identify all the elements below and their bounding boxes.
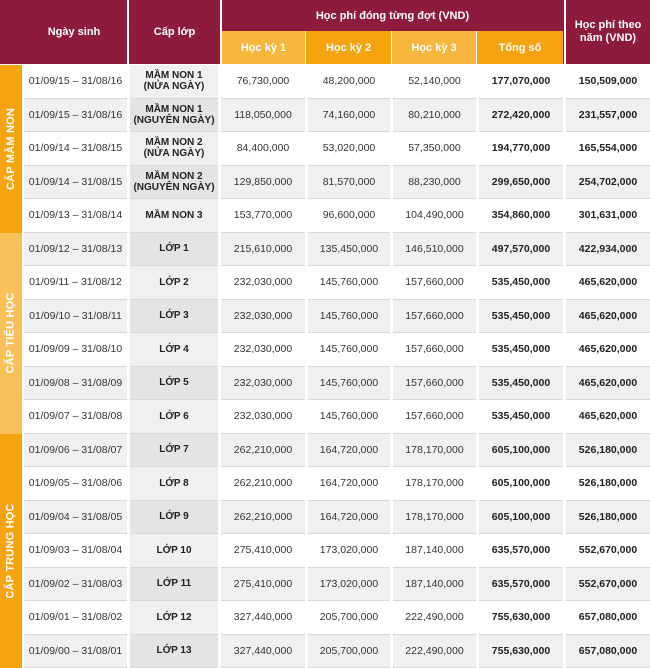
table-row: [24, 434, 650, 468]
header-sem1: Học kỳ 1: [222, 31, 306, 64]
level-label: [0, 233, 22, 434]
sem2-fee-cell: 173,020,000: [308, 568, 390, 602]
sem2-fee-cell: 74,160,000: [308, 99, 390, 133]
header-grade: Cấp lớp: [129, 0, 220, 64]
total-fee-cell: 605,100,000: [479, 467, 563, 501]
table-row: [24, 65, 650, 99]
total-fee-cell: 605,100,000: [479, 501, 563, 535]
yearly-fee-cell: 465,620,000: [566, 333, 650, 367]
grade-cell: LỚP 5: [130, 367, 218, 401]
level-label: [0, 65, 22, 233]
sem1-fee-cell: 275,410,000: [221, 568, 305, 602]
yearly-fee-cell: 526,180,000: [566, 501, 650, 535]
birth-date-cell: 01/09/07 – 31/08/08: [24, 400, 127, 434]
birth-date-cell: 01/09/15 – 31/08/16: [24, 99, 127, 133]
sem1-fee-cell: 232,030,000: [221, 266, 305, 300]
grade-cell: LỚP 7: [130, 434, 218, 468]
sem3-fee-cell: 157,660,000: [393, 266, 476, 300]
sem1-fee-cell: 262,210,000: [221, 467, 305, 501]
sem3-fee-cell: 187,140,000: [393, 534, 476, 568]
sem2-fee-cell: 145,760,000: [308, 300, 390, 334]
grade-cell: MẦM NON 1 (NGUYÊN NGÀY): [130, 99, 218, 133]
sem2-fee-cell: 145,760,000: [308, 333, 390, 367]
sem1-fee-cell: 232,030,000: [221, 300, 305, 334]
sem3-fee-cell: 178,170,000: [393, 467, 476, 501]
birth-date-cell: 01/09/01 – 31/08/02: [24, 601, 127, 635]
sem3-fee-cell: 157,660,000: [393, 400, 476, 434]
grade-cell: LỚP 8: [130, 467, 218, 501]
sem1-fee-cell: 232,030,000: [221, 367, 305, 401]
header-sem2: Học kỳ 2: [306, 31, 392, 64]
table-row: [24, 199, 650, 233]
sem2-fee-cell: 53,020,000: [308, 132, 390, 166]
birth-date-cell: 01/09/04 – 31/08/05: [24, 501, 127, 535]
total-fee-cell: 194,770,000: [479, 132, 563, 166]
birth-date-cell: 01/09/10 – 31/08/11: [24, 300, 127, 334]
birth-date-cell: 01/09/00 – 31/08/01: [24, 635, 127, 668]
sem2-fee-cell: 81,570,000: [308, 166, 390, 200]
table-row: [24, 166, 650, 200]
birth-date-cell: 01/09/11 – 31/08/12: [24, 266, 127, 300]
grade-cell: MẦM NON 1 (NỬA NGÀY): [130, 65, 218, 99]
sem2-fee-cell: 205,700,000: [308, 635, 390, 668]
sem1-fee-cell: 232,030,000: [221, 400, 305, 434]
grade-cell: LỚP 1: [130, 233, 218, 267]
sem3-fee-cell: 157,660,000: [393, 300, 476, 334]
total-fee-cell: 535,450,000: [479, 300, 563, 334]
sem2-fee-cell: 173,020,000: [308, 534, 390, 568]
birth-date-cell: 01/09/06 – 31/08/07: [24, 434, 127, 468]
table-row: [24, 601, 650, 635]
sem2-fee-cell: 135,450,000: [308, 233, 390, 267]
birth-date-cell: 01/09/03 – 31/08/04: [24, 534, 127, 568]
grade-cell: LỚP 4: [130, 333, 218, 367]
level-label-text: CẤP MẦM NON: [5, 108, 17, 190]
grade-cell: LỚP 9: [130, 501, 218, 535]
birth-date-cell: 01/09/09 – 31/08/10: [24, 333, 127, 367]
sem3-fee-cell: 178,170,000: [393, 501, 476, 535]
sem2-fee-cell: 205,700,000: [308, 601, 390, 635]
header-birth: Ngày sinh: [22, 0, 126, 64]
total-fee-cell: 605,100,000: [479, 434, 563, 468]
grade-cell: LỚP 10: [130, 534, 218, 568]
yearly-fee-cell: 422,934,000: [566, 233, 650, 267]
sem3-fee-cell: 157,660,000: [393, 333, 476, 367]
total-fee-cell: 177,070,000: [479, 65, 563, 99]
total-fee-cell: 354,860,000: [479, 199, 563, 233]
birth-date-cell: 01/09/02 – 31/08/03: [24, 568, 127, 602]
sem1-fee-cell: 275,410,000: [221, 534, 305, 568]
sem2-fee-cell: 164,720,000: [308, 501, 390, 535]
sem1-fee-cell: 118,050,000: [221, 99, 305, 133]
sem3-fee-cell: 178,170,000: [393, 434, 476, 468]
sem3-fee-cell: 52,140,000: [393, 65, 476, 99]
birth-date-cell: 01/09/08 – 31/08/09: [24, 367, 127, 401]
table-row: [24, 367, 650, 401]
sem1-fee-cell: 129,850,000: [221, 166, 305, 200]
sem3-fee-cell: 80,210,000: [393, 99, 476, 133]
table-row: [24, 467, 650, 501]
table-row: [24, 99, 650, 133]
birth-date-cell: 01/09/12 – 31/08/13: [24, 233, 127, 267]
total-fee-cell: 299,650,000: [479, 166, 563, 200]
grade-cell: LỚP 12: [130, 601, 218, 635]
sem1-fee-cell: 84,400,000: [221, 132, 305, 166]
grade-cell: LỚP 13: [130, 635, 218, 668]
yearly-fee-cell: 165,554,000: [566, 132, 650, 166]
level-label-text: CẤP TRUNG HỌC: [5, 503, 17, 598]
birth-date-cell: 01/09/15 – 31/08/16: [24, 65, 127, 99]
sem3-fee-cell: 222,490,000: [393, 601, 476, 635]
header-installment: Học phí đóng từng đợt (VND): [222, 0, 563, 31]
total-fee-cell: 535,450,000: [479, 266, 563, 300]
sem1-fee-cell: 327,440,000: [221, 635, 305, 668]
sem3-fee-cell: 157,660,000: [393, 367, 476, 401]
header-sem3: Học kỳ 3: [392, 31, 477, 64]
total-fee-cell: 535,450,000: [479, 367, 563, 401]
yearly-fee-cell: 465,620,000: [566, 400, 650, 434]
grade-cell: LỚP 6: [130, 400, 218, 434]
total-fee-cell: 272,420,000: [479, 99, 563, 133]
grade-cell: MẦM NON 2 (NGUYÊN NGÀY): [130, 166, 218, 200]
table-row: [24, 635, 650, 668]
table-row: [24, 501, 650, 535]
sem3-fee-cell: 57,350,000: [393, 132, 476, 166]
grade-cell: LỚP 3: [130, 300, 218, 334]
yearly-fee-cell: 465,620,000: [566, 266, 650, 300]
level-label-text: CẤP TIỂU HỌC: [5, 292, 17, 373]
sem3-fee-cell: 146,510,000: [393, 233, 476, 267]
total-fee-cell: 535,450,000: [479, 333, 563, 367]
sem1-fee-cell: 76,730,000: [221, 65, 305, 99]
yearly-fee-cell: 150,509,000: [566, 65, 650, 99]
yearly-fee-cell: 465,620,000: [566, 300, 650, 334]
yearly-fee-cell: 526,180,000: [566, 434, 650, 468]
table-row: [24, 568, 650, 602]
grade-cell: MẦM NON 2 (NỬA NGÀY): [130, 132, 218, 166]
sem1-fee-cell: 262,210,000: [221, 434, 305, 468]
total-fee-cell: 497,570,000: [479, 233, 563, 267]
yearly-fee-cell: 657,080,000: [566, 601, 650, 635]
header-total: Tổng số: [477, 31, 563, 64]
total-fee-cell: 535,450,000: [479, 400, 563, 434]
header-yearly: Học phí theo năm (VND): [566, 0, 650, 64]
birth-date-cell: 01/09/05 – 31/08/06: [24, 467, 127, 501]
yearly-fee-cell: 301,631,000: [566, 199, 650, 233]
sem2-fee-cell: 96,600,000: [308, 199, 390, 233]
yearly-fee-cell: 526,180,000: [566, 467, 650, 501]
sem3-fee-cell: 104,490,000: [393, 199, 476, 233]
total-fee-cell: 755,630,000: [479, 635, 563, 668]
table-row: [24, 300, 650, 334]
birth-date-cell: 01/09/14 – 31/08/15: [24, 166, 127, 200]
grade-cell: MẦM NON 3: [130, 199, 218, 233]
table-row: [24, 400, 650, 434]
yearly-fee-cell: 657,080,000: [566, 635, 650, 668]
birth-date-cell: 01/09/14 – 31/08/15: [24, 132, 127, 166]
sem1-fee-cell: 262,210,000: [221, 501, 305, 535]
sem1-fee-cell: 215,610,000: [221, 233, 305, 267]
yearly-fee-cell: 231,557,000: [566, 99, 650, 133]
table-row: [24, 333, 650, 367]
yearly-fee-cell: 552,670,000: [566, 568, 650, 602]
grade-cell: LỚP 11: [130, 568, 218, 602]
total-fee-cell: 635,570,000: [479, 568, 563, 602]
grade-cell: LỚP 2: [130, 266, 218, 300]
sem1-fee-cell: 327,440,000: [221, 601, 305, 635]
table-row: [24, 266, 650, 300]
table-row: [24, 534, 650, 568]
level-label: [0, 434, 22, 668]
yearly-fee-cell: 254,702,000: [566, 166, 650, 200]
total-fee-cell: 635,570,000: [479, 534, 563, 568]
sem1-fee-cell: 232,030,000: [221, 333, 305, 367]
sem3-fee-cell: 187,140,000: [393, 568, 476, 602]
total-fee-cell: 755,630,000: [479, 601, 563, 635]
table-row: [24, 132, 650, 166]
sem2-fee-cell: 48,200,000: [308, 65, 390, 99]
sem2-fee-cell: 164,720,000: [308, 467, 390, 501]
birth-date-cell: 01/09/13 – 31/08/14: [24, 199, 127, 233]
sem2-fee-cell: 145,760,000: [308, 367, 390, 401]
sem2-fee-cell: 164,720,000: [308, 434, 390, 468]
sem1-fee-cell: 153,770,000: [221, 199, 305, 233]
table-row: [24, 233, 650, 267]
yearly-fee-cell: 465,620,000: [566, 367, 650, 401]
sem3-fee-cell: 88,230,000: [393, 166, 476, 200]
yearly-fee-cell: 552,670,000: [566, 534, 650, 568]
sem2-fee-cell: 145,760,000: [308, 400, 390, 434]
sem2-fee-cell: 145,760,000: [308, 266, 390, 300]
sem3-fee-cell: 222,490,000: [393, 635, 476, 668]
